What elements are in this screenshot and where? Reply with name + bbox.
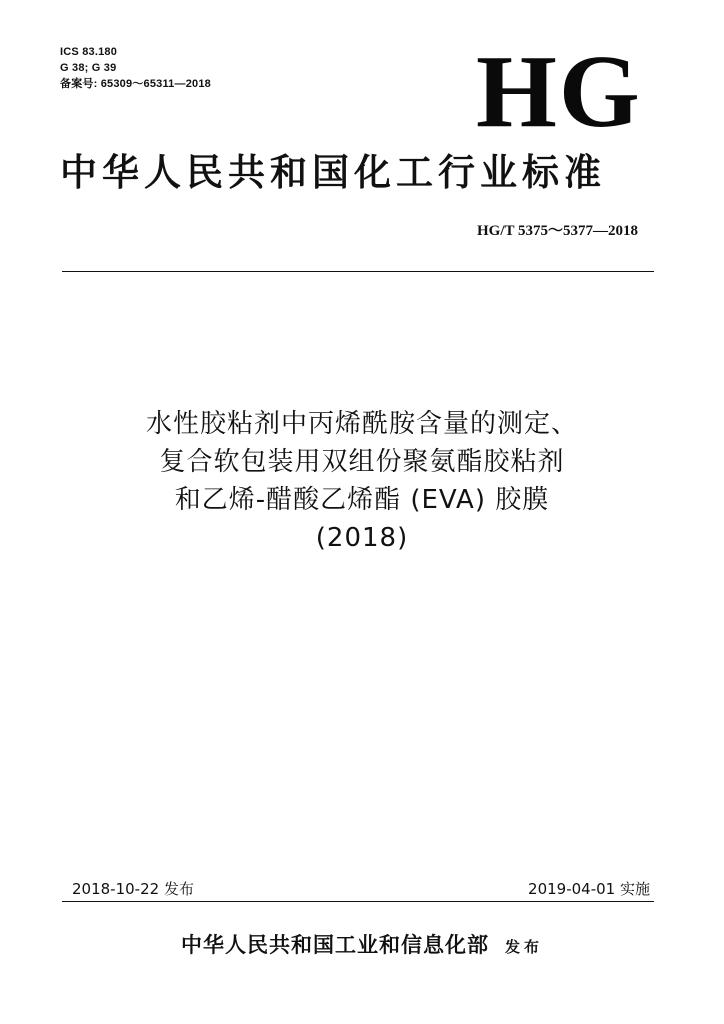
- hg-logo: HG: [476, 34, 642, 149]
- ccs-code: G 38; G 39: [60, 62, 117, 74]
- title-line-4: (2018): [315, 523, 409, 553]
- issue-date: 2018-10-22 发布: [72, 880, 194, 898]
- issuer-name: 中华人民共和国工业和信息化部: [180, 933, 489, 957]
- filing-number: 备案号: 65309～65311—2018: [60, 78, 211, 90]
- standard-category-title: 中华人民共和国化工行业标准: [60, 151, 606, 194]
- implementation-date: 2019-04-01 实施: [528, 880, 650, 898]
- issuer-block: [0, 930, 724, 962]
- title-line-3: 和乙烯-醋酸乙烯酯 (EVA) 胶膜: [174, 485, 550, 515]
- document-title: [62, 405, 662, 557]
- issuer-action: 发布: [504, 938, 543, 956]
- classification-block: [60, 44, 211, 92]
- top-divider: [62, 271, 654, 272]
- title-line-1: 水性胶粘剂中丙烯酰胺含量的测定、: [145, 409, 578, 439]
- bottom-divider: [62, 901, 654, 902]
- standard-number: HG/T 5375～5377—2018: [477, 223, 638, 239]
- ics-code: ICS 83.180: [60, 46, 118, 58]
- title-line-2: 复合软包装用双组份聚氨酯胶粘剂: [159, 447, 565, 477]
